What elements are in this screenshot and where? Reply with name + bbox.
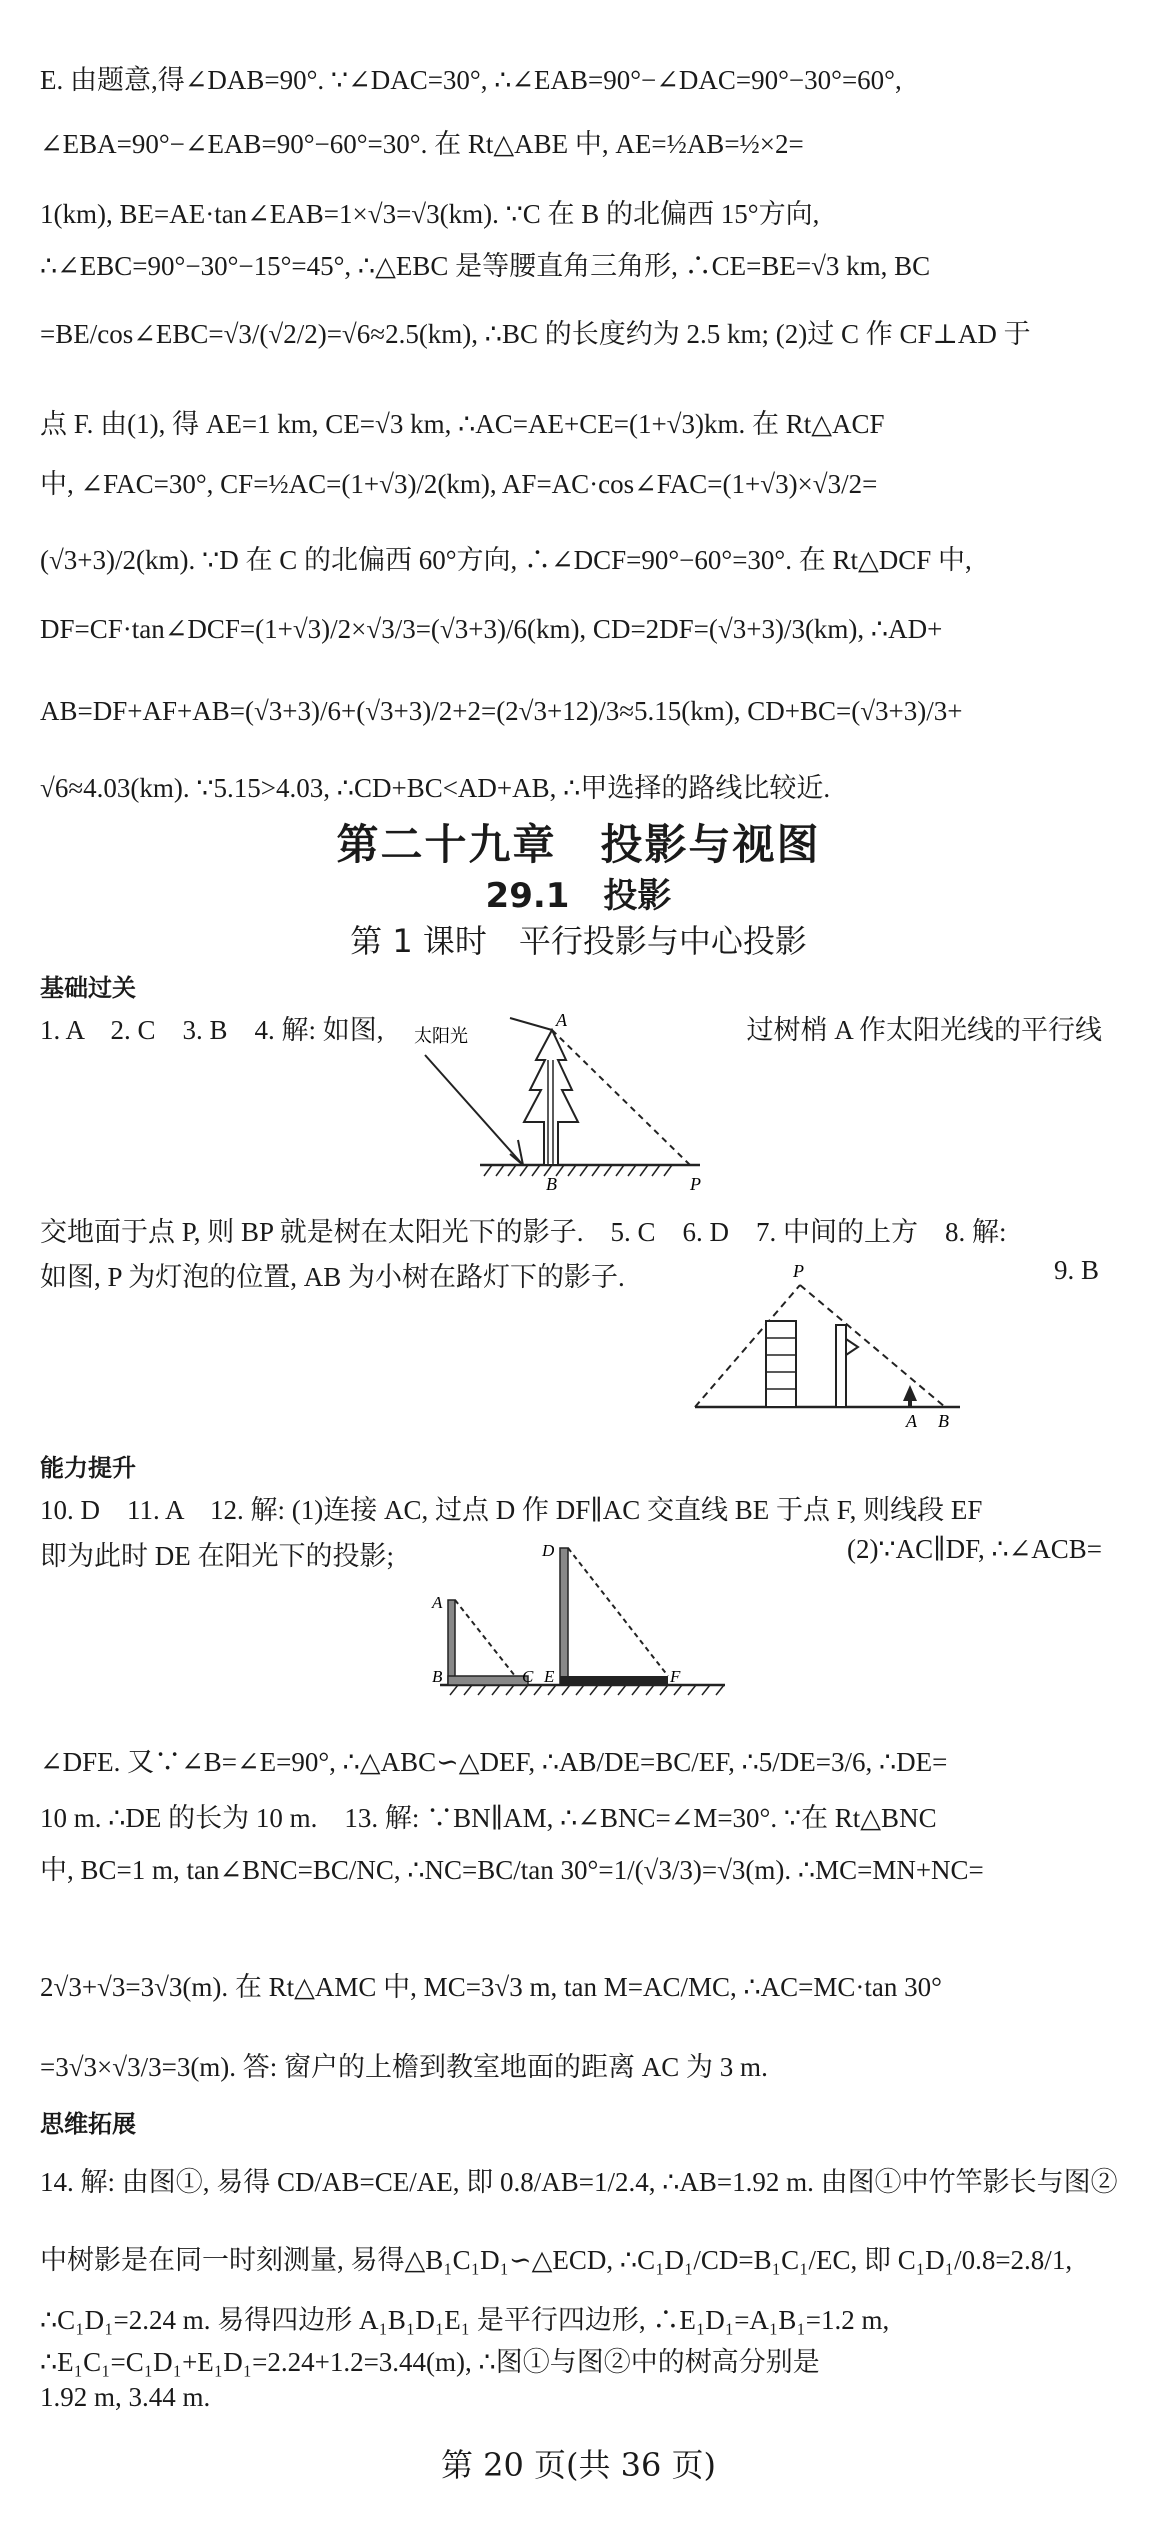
page-footer: 第 20 页(共 36 页) <box>440 2446 717 2484</box>
point-label: E <box>544 1667 555 1686</box>
text-line: 过树梢 A 作太阳光线的平行线 <box>746 1015 1102 1045</box>
lesson-title: 第 1 课时 平行投影与中心投影 <box>350 922 807 960</box>
text-line: 即为此时 DE 在阳光下的投影; <box>40 1541 394 1571</box>
text-line: 中树影是在同一时刻测量, 易得△B₁C₁D₁∽△ECD, ∴C₁D₁/CD=B₁C₁/EC, 即 C₁D₁/0.8=2.8/1, <box>40 2245 1073 2275</box>
text-line: 1. A 2. C 3. B 4. 解: 如图, <box>40 1015 384 1045</box>
text-line: ∠EBA=90°−∠EAB=90°−60°=30°. 在 Rt△ABE 中, AE=½AB=½×2= <box>40 129 804 159</box>
text-line: ∴∠EBC=90°−30°−15°=45°, ∴△EBC 是等腰直角三角形, ∴CE=BE=√3 km, BC <box>40 251 931 281</box>
text-line: √6≈4.03(km). ∵5.15>4.03, ∴CD+BC<AD+AB, ∴甲选择的路线比较近. <box>40 773 831 803</box>
section-title: 29.1 投影 <box>485 876 672 916</box>
chapter-title: 第二十九章 投影与视图 <box>336 820 821 869</box>
section-label-basic: 基础过关 <box>40 974 136 1002</box>
text-line: =3√3×√3/3=3(m). 答: 窗户的上檐到教室地面的距离 AC 为 3 m. <box>40 2052 768 2082</box>
point-label: B <box>546 1174 557 1194</box>
point-label: C <box>522 1667 534 1686</box>
section-label-ability: 能力提升 <box>40 1454 136 1482</box>
pole-shadow-figure <box>420 1530 740 1710</box>
tree-sun-figure <box>400 1000 720 1200</box>
text-line: 14. 解: 由图①, 易得 CD/AB=CE/AE, 即 0.8/AB=1/2.4, ∴AB=1.92 m. 由图①中竹竿影长与图② <box>40 2167 1118 2197</box>
text-line: 中, BC=1 m, tan∠BNC=BC/NC, ∴NC=BC/tan 30°=1/(√3/3)=√3(m). ∴MC=MN+NC= <box>40 1855 984 1885</box>
text-line: 10. D 11. A 12. 解: (1)连接 AC, 过点 D 作 DF∥AC 交直线 BE 于点 F, 则线段 EF <box>40 1495 983 1525</box>
text-line: ∠DFE. 又∵∠B=∠E=90°, ∴△ABC∽△DEF, ∴AB/DE=BC/EF, ∴5/DE=3/6, ∴DE= <box>40 1747 948 1777</box>
point-label: B <box>938 1411 949 1431</box>
text-line: ∴C₁D₁=2.24 m. 易得四边形 A₁B₁D₁E₁ 是平行四边形, ∴E₁D₁=A₁B₁=1.2 m, <box>40 2305 890 2335</box>
point-label: A <box>556 1010 567 1030</box>
text-line: 点 F. 由(1), 得 AE=1 km, CE=√3 km, ∴AC=AE+CE=(1+√3)km. 在 Rt△ACF <box>40 409 885 439</box>
point-label: P <box>690 1174 701 1194</box>
text-line: ∴E₁C₁=C₁D₁+E₁D₁=2.24+1.2=3.44(m), ∴图①与图②中的树高分别是 <box>40 2347 820 2377</box>
text-line: 2√3+√3=3√3(m). 在 Rt△AMC 中, MC=3√3 m, tan M=AC/MC, ∴AC=MC·tan 30° <box>40 1972 942 2002</box>
text-line: 9. B <box>1053 1255 1099 1285</box>
text-line: (2)∵AC∥DF, ∴∠ACB= <box>846 1534 1102 1564</box>
text-line: AB=DF+AF+AB=(√3+3)/6+(√3+3)/2+2=(2√3+12)/3≈5.15(km), CD+BC=(√3+3)/3+ <box>40 696 963 726</box>
text-line: 交地面于点 P, 则 BP 就是树在太阳光下的影子. 5. C 6. D 7. 中间的上方 8. 解: <box>40 1217 1007 1247</box>
text-line: E. 由题意,得∠DAB=90°. ∵∠DAC=30°, ∴∠EAB=90°−∠DAC=90°−30°=60°, <box>40 65 902 95</box>
text-line: 1.92 m, 3.44 m. <box>40 2382 211 2412</box>
text-line: 中, ∠FAC=30°, CF=½AC=(1+√3)/2(km), AF=AC·cos∠FAC=(1+√3)×√3/2= <box>40 469 878 499</box>
point-label: A <box>906 1411 917 1431</box>
sun-label: 太阳光 <box>414 1026 468 1046</box>
point-label: F <box>670 1667 681 1686</box>
text-line: (√3+3)/2(km). ∵D 在 C 的北偏西 60°方向, ∴∠DCF=90°−60°=30°. 在 Rt△DCF 中, <box>40 545 972 575</box>
text-line: =BE/cos∠EBC=√3/(√2/2)=√6≈2.5(km), ∴BC 的长度约为 2.5 km; (2)过 C 作 CF⊥AD 于 <box>40 319 1031 349</box>
text-line: 如图, P 为灯泡的位置, AB 为小树在路灯下的影子. <box>40 1262 625 1292</box>
text-line: 10 m. ∴DE 的长为 10 m. 13. 解: ∵BN∥AM, ∴∠BNC=∠M=30°. ∵在 Rt△BNC <box>40 1803 937 1833</box>
text-line: 1(km), BE=AE·tan∠EAB=1×√3=√3(km). ∵C 在 B 的北偏西 15°方向, <box>40 199 820 229</box>
point-label: D <box>542 1541 555 1560</box>
point-label: P <box>793 1261 804 1281</box>
text-line: DF=CF·tan∠DCF=(1+√3)/2×√3/3=(√3+3)/6(km), CD=2DF=(√3+3)/3(km), ∴AD+ <box>40 614 943 644</box>
point-label: B <box>432 1667 443 1686</box>
section-label-thinking: 思维拓展 <box>40 2110 136 2138</box>
lamp-shadow-figure <box>690 1255 970 1435</box>
point-label: A <box>432 1593 443 1612</box>
